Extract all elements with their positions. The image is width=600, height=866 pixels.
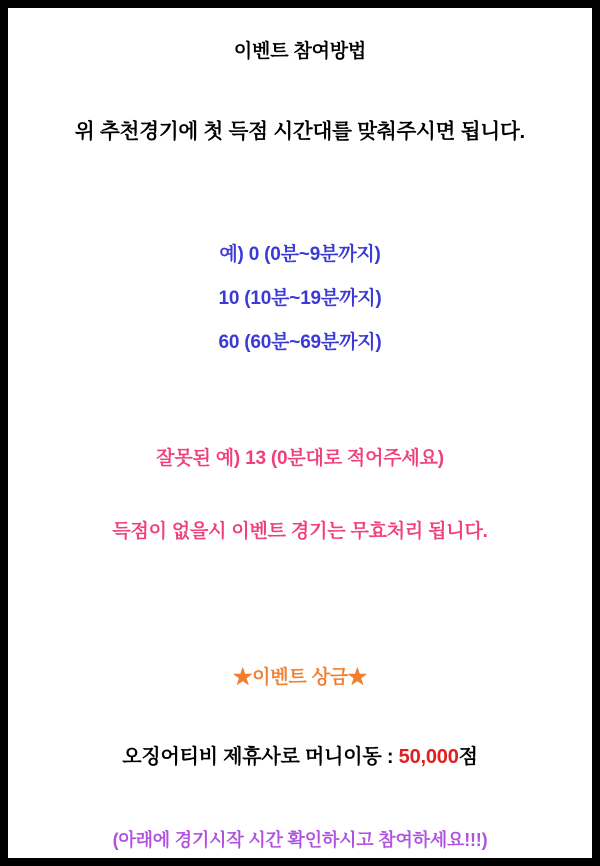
void-notice-text: 득점이 없을시 이벤트 경기는 무효처리 됩니다. (112, 521, 488, 542)
prize-detail (8, 740, 592, 769)
example-line-1: 예) 0 (0분~9분까지) (219, 244, 381, 265)
intro-text: 위 추천경기에 첫 득점 시간대를 맞춰주시면 됩니다. (74, 120, 526, 143)
example-line-2: 10 (10분~19분까지) (218, 288, 382, 309)
prize-title: ★이벤트 상금★ (233, 667, 367, 688)
prize-suffix: 점 (458, 746, 478, 768)
prize-amount: 50,000 (398, 746, 459, 768)
example-line-3: 60 (60분~69분까지) (218, 332, 382, 353)
page-title: 이벤트 참여방법 (233, 41, 367, 62)
event-poster (8, 8, 592, 858)
footer-note: (아래에 경기시작 시간 확인하시고 참여하세요!!!) (112, 830, 488, 850)
wrong-example-text: 잘못된 예) 13 (0분대로 적어주세요) (156, 448, 444, 469)
prize-label: 오징어티비 제휴사로 머니이동 : (122, 746, 399, 768)
